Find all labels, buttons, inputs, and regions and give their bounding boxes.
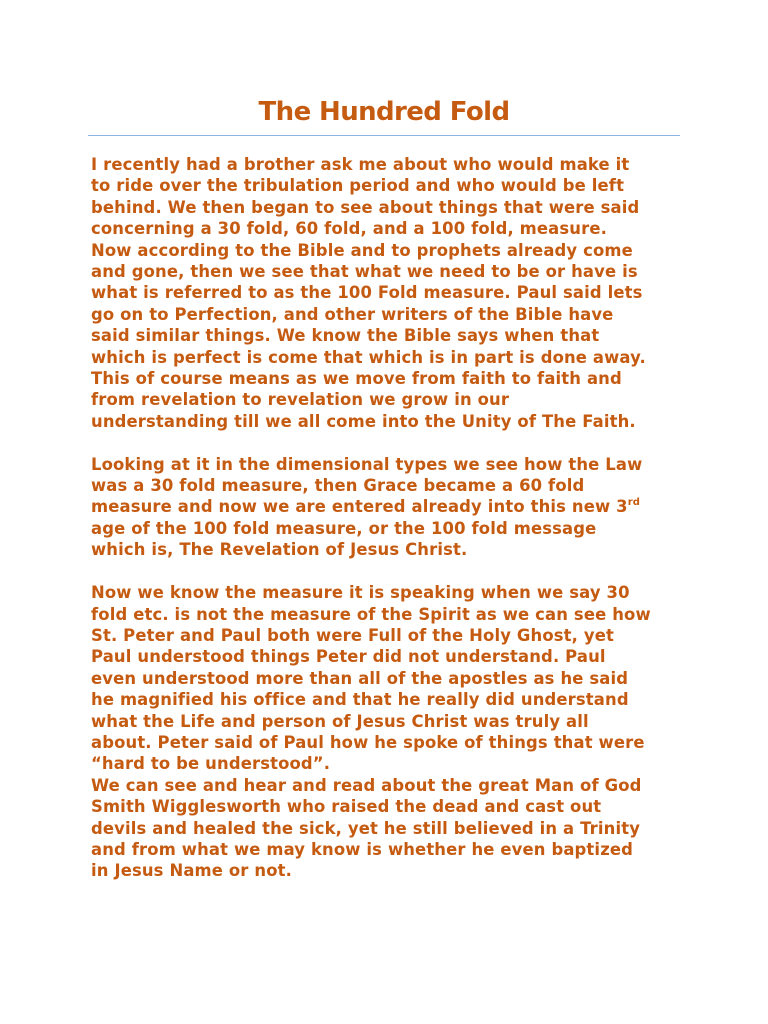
paragraph-2 [91,454,691,561]
title-divider [88,135,680,136]
document-body [91,154,691,882]
paragraph-gap [91,432,691,453]
ordinal-superscript: rd [627,497,641,509]
paragraph-4: We can see and hear and read about the great Man of God Smith Wigglesworth who raised the dead and cast out devils and healed the sick, yet he still believed in a Trinity and from what we may know is whether he even baptized in Jesus Name or not. [91,775,642,881]
paragraph-gap [91,561,691,582]
paragraph-2-part-1: Looking at it in the dimensional types we see how the Law was a 30 fold measure, then Grace became a 60 fold measure and now we are entered already into this new 3 [91,454,643,517]
paragraph-1: I recently had a brother ask me about who would make it to ride over the tribulation period and who would be left behind. We then began to see about things that were said concerning a 30 fold, 60 fold, and a 100 fold, measure. Now according to the Bible and to prophets already come and gone, then we see that what we need to be or have is what is referred to as the 100 Fold measure. Paul said lets go on to Perfection, and other writers of the Bible have said similar things. We know the Bible says when that which is perfect is come that which is in part is done away. This of course means as we move from faith to faith and from revelation to revelation we grow in our understanding till we all come into the Unity of The Faith. [91,155,646,431]
paragraph-3: Now we know the measure it is speaking when we say 30 fold etc. is not the measure of the Spirit as we can see how St. Peter and Paul both were Full of the Holy Ghost, yet Paul understood things Peter did not understand. Paul even understood more than all of the apostles as he said he magnified his office and that he really did understand what the Life and person of Jesus Christ was truly all about. Peter said of Paul how he spoke of things that were “hard to be understood”. [91,583,651,774]
document-title: The Hundred Fold [258,97,510,127]
paragraph-2-part-2: age of the 100 fold measure, or the 100 fold message which is, The Revelation of Jesus Christ. [91,518,597,560]
